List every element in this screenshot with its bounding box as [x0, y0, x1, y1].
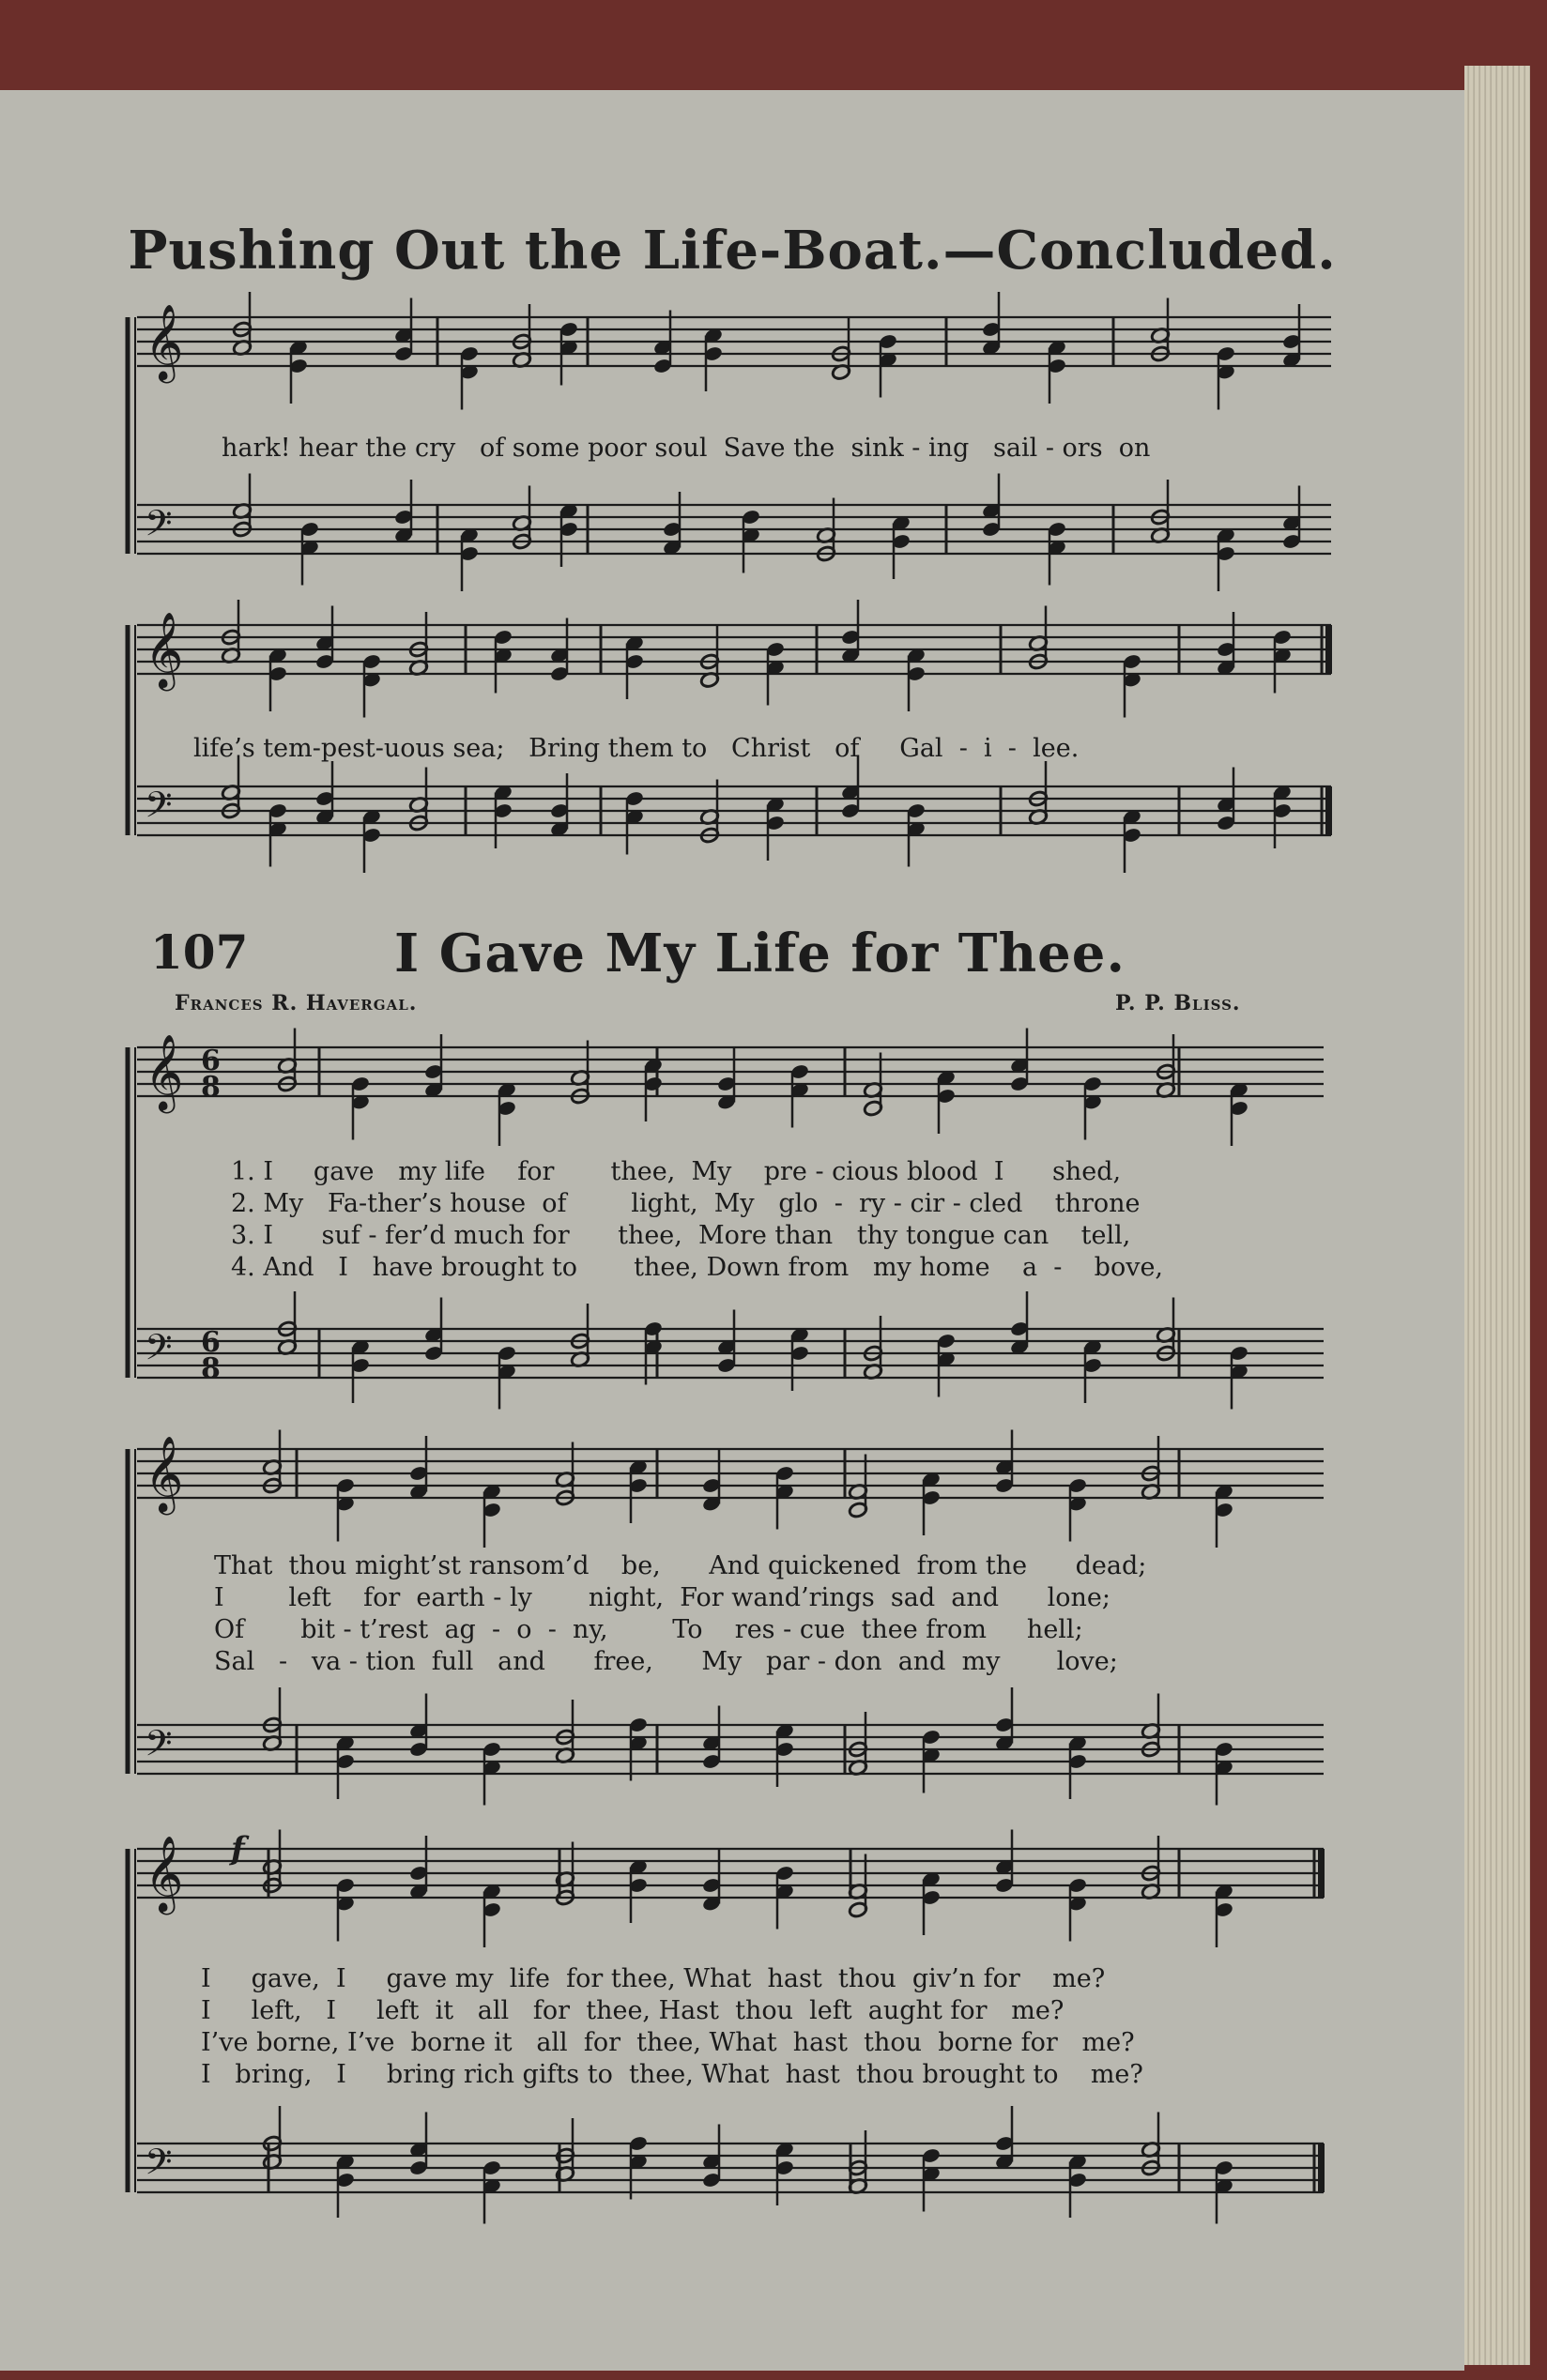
- verse-3-line: Of bit - t’rest ag - o - ny, To res - cue thee from hell;: [214, 1615, 1083, 1644]
- time-signatures: [201, 1045, 221, 1385]
- page-edges: [1464, 66, 1530, 2365]
- forte-dynamic: f: [231, 1830, 245, 1868]
- bass-clef: 𝄢: [145, 784, 173, 834]
- verse-3-line: 3. I suf - fer’d much for thee, More than thy tongue can tell,: [231, 1221, 1131, 1250]
- verse-1-line: 1. I gave my life for thee, My pre - cious blood I shed,: [231, 1157, 1122, 1186]
- author-credit: Frances R. Havergal.: [175, 991, 418, 1015]
- time-sig-bottom: 8: [201, 1352, 221, 1385]
- verse-3-line: I’ve borne, I’ve borne it all for thee, What hast thou borne for me?: [201, 2028, 1135, 2057]
- lyric-line: hark! hear the cry of some poor soul Save the sink - ing sail - ors on: [222, 434, 1151, 463]
- bass-clef: 𝄢: [145, 502, 173, 553]
- verse-2-line: I left for earth - ly night, For wand’rings sad and lone;: [214, 1583, 1110, 1612]
- verse-4-line: I bring, I bring rich gifts to thee, What hast thou brought to me?: [201, 2060, 1143, 2089]
- final-bar: [1318, 1849, 1325, 1898]
- bass-clef: 𝄢: [145, 2141, 173, 2191]
- final-bar: [1325, 786, 1332, 835]
- time-sig-bottom: 8: [201, 1071, 221, 1104]
- treble-clef: 𝄞: [145, 1835, 184, 1912]
- treble-clef: 𝄞: [145, 303, 184, 380]
- treble-clef: 𝄞: [145, 611, 184, 688]
- clefs: [145, 303, 183, 2191]
- verse-2-line: 2. My Fa-ther’s house of light, My glo - ry - cir - cled throne: [231, 1189, 1141, 1218]
- verse-1-line: That thou might’st ransom’d be, And quickened from the dead;: [214, 1551, 1147, 1580]
- final-bar: [1325, 625, 1332, 674]
- hymn-number: 107: [150, 924, 249, 980]
- treble-clef: 𝄞: [145, 1435, 184, 1512]
- time-sig-top: 6: [201, 1045, 221, 1077]
- hymn-107-title: I Gave My Life for Thee.: [394, 923, 1126, 984]
- lyric-line: life’s tem-pest-uous sea; Bring them to Christ of Gal - i - lee.: [193, 734, 1080, 763]
- final-bar: [1318, 2144, 1325, 2192]
- bass-clef: 𝄢: [145, 1722, 173, 1773]
- time-sig-top: 6: [201, 1326, 221, 1359]
- verse-4-line: Sal - va - tion full and free, My par - don and my love;: [214, 1647, 1118, 1676]
- verse-1-line: I gave, I gave my life for thee, What hast thou giv’n for me?: [201, 1964, 1106, 1993]
- hymn-106-title: Pushing Out the Life-Boat.—Concluded.: [128, 220, 1337, 282]
- verse-2-line: I left, I left it all for thee, Hast thou left aught for me?: [201, 1996, 1065, 2025]
- verse-4-line: 4. And I have brought to thee, Down from my home a - bove,: [231, 1253, 1164, 1282]
- treble-clef: 𝄞: [145, 1033, 184, 1110]
- composer-credit: P. P. Bliss.: [1115, 991, 1241, 1015]
- bass-clef: 𝄢: [145, 1326, 173, 1377]
